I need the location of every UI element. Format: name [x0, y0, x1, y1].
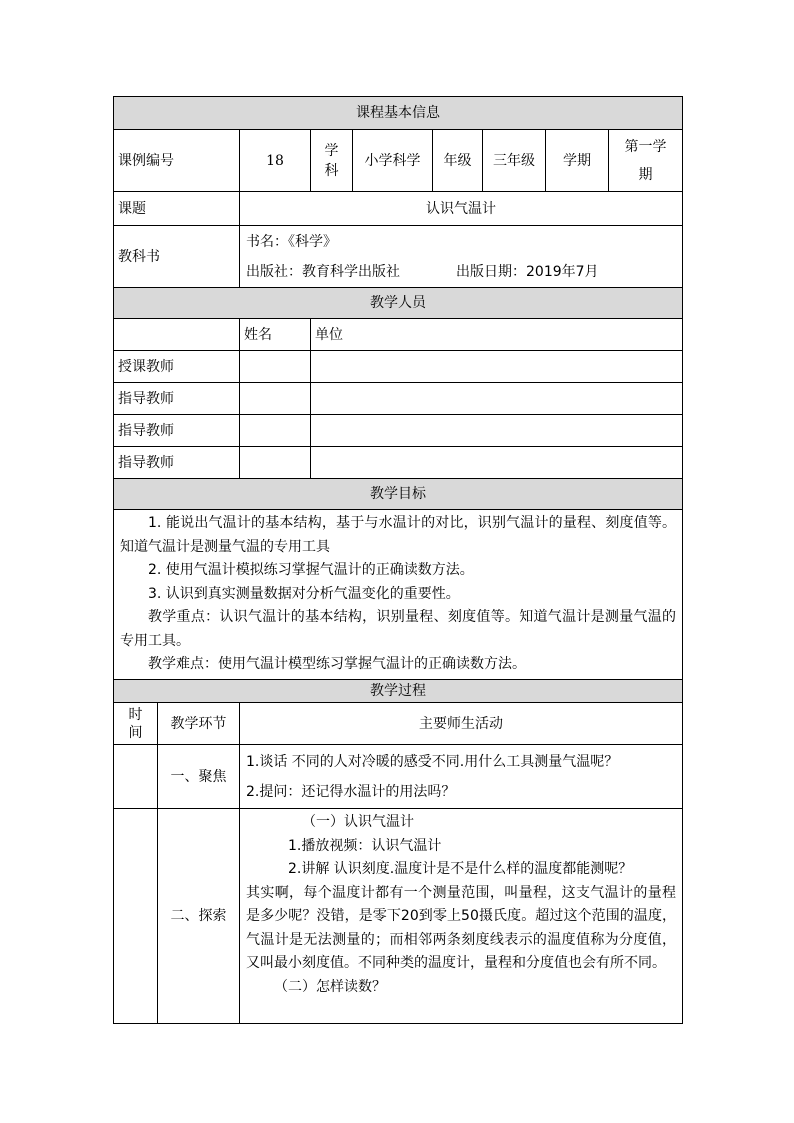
staff-corner — [114, 319, 240, 351]
staff-unit — [311, 415, 683, 447]
staff-role: 指导教师 — [114, 383, 240, 415]
staff-role: 授课教师 — [114, 351, 240, 383]
staff-role: 指导教师 — [114, 447, 240, 479]
process-time — [114, 745, 158, 809]
case-no-label: 课例编号 — [114, 130, 240, 192]
process-row — [114, 809, 683, 1024]
objective-item: 1. 能说出气温计的基本结构，基于与水温计的对比，识别气温计的量程、刻度值等。知道气温计是测量气温的专用工具 — [120, 515, 677, 555]
staff-row — [114, 351, 683, 383]
publisher: 出版社：教育科学出版社 — [246, 263, 400, 280]
staff-role: 指导教师 — [114, 415, 240, 447]
staff-unit-header: 单位 — [311, 319, 683, 351]
teaching-focus: 教学重点：认识气温计的基本结构，识别量程、刻度值等。知道气温计是测量气温的专用工具。 — [120, 609, 677, 649]
activity-line: 2.提问：还记得水温计的用法吗？ — [246, 783, 456, 800]
term-label: 学期 — [546, 130, 609, 192]
publisher-line — [246, 257, 678, 287]
section-header-objectives: 教学目标 — [114, 479, 683, 510]
process-stage: 二、探索 — [158, 809, 240, 1024]
section-header-basic-info: 课程基本信息 — [114, 97, 683, 130]
grade-label: 年级 — [433, 130, 483, 192]
staff-unit — [311, 383, 683, 415]
activity-paragraph: 其实啊，每个温度计都有一个测量范围，叫量程，这支气温计的量程是多少呢？没错，是零下20到零上50摄氏度。超过这个范围的温度，气温计是无法测量的；而相邻两条刻度线表示的温度值称为分度值，又叫最小刻度值。不同种类的温度计，量程和分度值也会有所不同。 — [246, 884, 677, 971]
activity-line: 1.谈话 不同的人对冷暖的感受不同.用什么工具测量气温呢？ — [246, 753, 619, 770]
objective-item: 2. 使用气温计模拟练习掌握气温计的正确读数方法。 — [148, 562, 474, 578]
textbook-label: 教科书 — [114, 226, 240, 288]
process-stage-header: 教学环节 — [158, 703, 240, 745]
process-time — [114, 809, 158, 1024]
textbook-info — [240, 226, 683, 288]
objective-item: 3. 认识到真实测量数据对分析气温变化的重要性。 — [148, 585, 460, 602]
staff-name — [240, 383, 311, 415]
staff-name-header: 姓名 — [240, 319, 311, 351]
lesson-plan-table — [113, 96, 683, 1024]
case-no-value: 18 — [240, 130, 311, 192]
objectives-body — [114, 510, 683, 680]
process-activity — [240, 809, 683, 1024]
process-row — [114, 745, 683, 809]
staff-unit — [311, 447, 683, 479]
activity-subheading: （一）认识气温计 — [302, 814, 414, 830]
staff-row — [114, 415, 683, 447]
term-value: 第一学期 — [609, 130, 683, 192]
teaching-difficulty: 教学难点：使用气温计模型练习掌握气温计的正确读数方法。 — [148, 656, 526, 672]
staff-name — [240, 351, 311, 383]
staff-name — [240, 447, 311, 479]
staff-row — [114, 447, 683, 479]
topic-value: 认识气温计 — [240, 192, 683, 226]
publish-date: 出版日期：2019年7月 — [456, 263, 599, 280]
staff-name — [240, 415, 311, 447]
process-time-header: 时间 — [114, 703, 158, 745]
staff-unit — [311, 351, 683, 383]
activity-step: 2.讲解 认识刻度.温度计是不是什么样的温度都能测呢？ — [288, 861, 633, 877]
section-header-staff: 教学人员 — [114, 288, 683, 319]
activity-subheading: （二）怎样读数？ — [274, 978, 386, 995]
topic-label: 课题 — [114, 192, 240, 226]
activity-step: 1.播放视频：认识气温计 — [288, 837, 442, 854]
section-header-process: 教学过程 — [114, 680, 683, 703]
process-activity — [240, 745, 683, 809]
staff-row — [114, 383, 683, 415]
process-stage: 一、聚焦 — [158, 745, 240, 809]
grade-value: 三年级 — [483, 130, 546, 192]
process-activity-header: 主要师生活动 — [240, 703, 683, 745]
subject-label: 学科 — [311, 130, 353, 192]
subject-value: 小学科学 — [353, 130, 433, 192]
book-name: 书名：《科学》 — [246, 233, 337, 250]
